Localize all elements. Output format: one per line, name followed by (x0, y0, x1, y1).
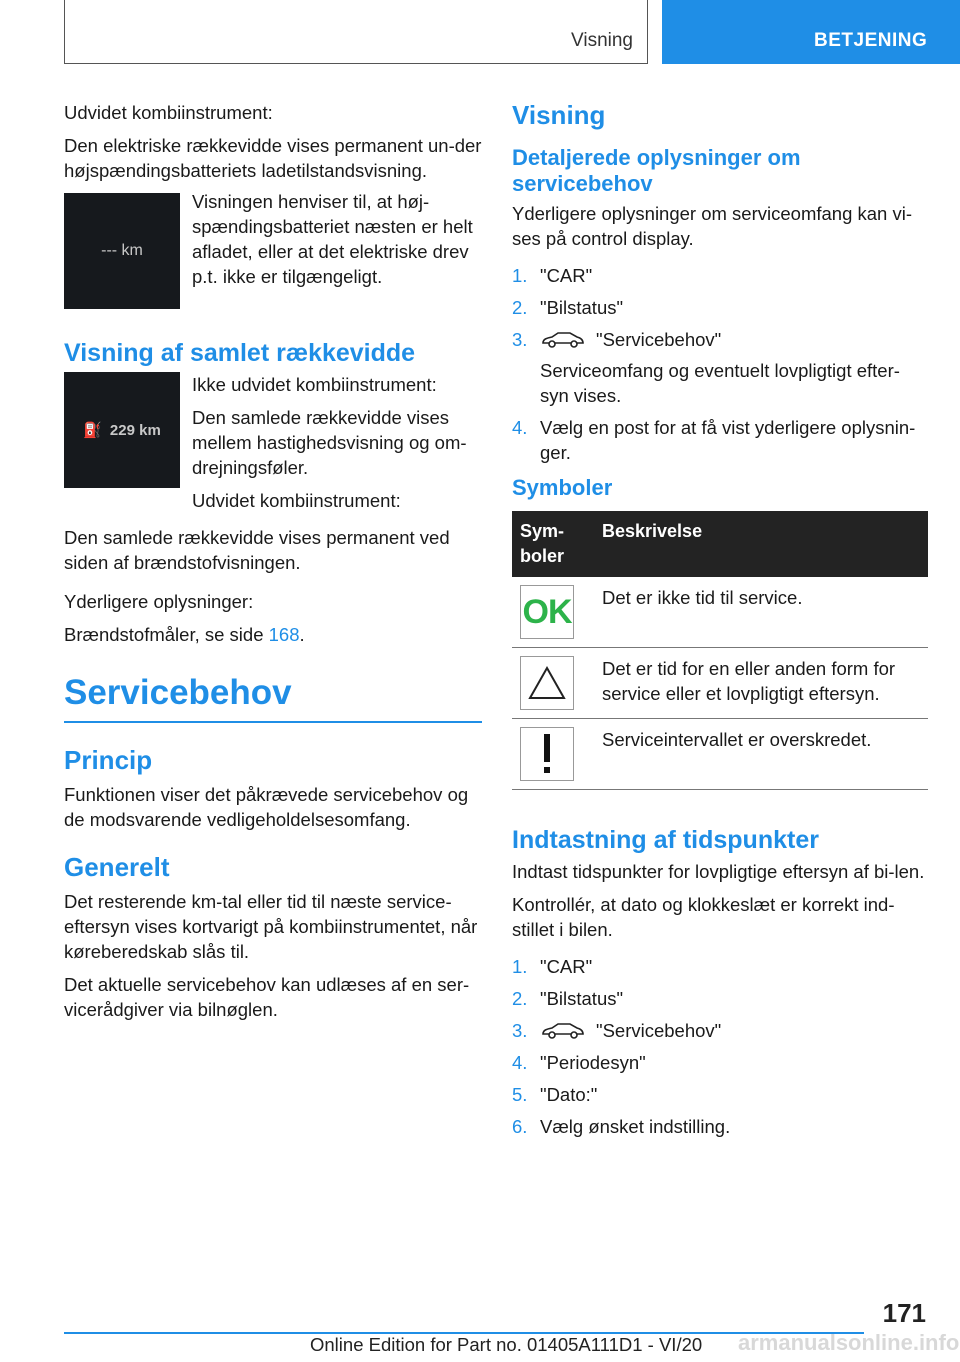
fuel-ref-text: Brændstofmåler, se side (64, 624, 269, 645)
step-number: 4. (512, 1052, 528, 1073)
fuel-pump-icon: ⛽ (83, 422, 102, 439)
step-number: 3. (512, 1020, 528, 1041)
total-range-figure (64, 372, 482, 521)
list-item (512, 263, 928, 288)
service-steps-list (512, 263, 928, 465)
ok-icon (520, 585, 574, 639)
left-column (64, 100, 482, 1030)
principle-text: Funktionen viser det påkrævede servicebehov og de modsvarende vedligeholdelsesomfang. (64, 784, 469, 830)
list-item (512, 1082, 928, 1107)
step-number: 1. (512, 956, 528, 977)
fuel-ref-end: . (299, 624, 305, 645)
dates-p1: Indtast tidspunkter for lovpligtige eftersyn af bi-len. (512, 861, 925, 882)
list-item (512, 1050, 928, 1075)
step-body (540, 1050, 928, 1075)
step-body (540, 954, 928, 979)
exclamation-icon (520, 727, 574, 781)
dates-heading: Indtastning af tidspunkter (512, 826, 819, 854)
step-body (540, 415, 928, 465)
step-text: "Dato:" (540, 1084, 598, 1105)
step-text: Vælg en post for at få vist yderligere oplysnin-ger. (540, 417, 916, 463)
step-body (540, 1018, 928, 1043)
general-p2: Det aktuelle servicebehov kan udlæses af en ser-vicerådgiver via bilnøglen. (64, 974, 470, 1020)
step-number: 5. (512, 1084, 528, 1105)
range-p3: Udvidet kombiinstrument: (192, 490, 401, 511)
range-empty-display-image (64, 193, 180, 309)
step-text: "CAR" (540, 265, 593, 286)
detail-text: Yderligere oplysninger om serviceomfang kan vi-ses på control display. (512, 203, 912, 249)
step-text: "Servicebehov" (596, 1020, 722, 1041)
total-range-heading: Visning af samlet rækkevidde (64, 339, 416, 367)
watermark-text: armanualsonline.info (738, 1330, 960, 1355)
dates-steps-list (512, 954, 928, 1139)
list-item (512, 415, 928, 465)
row-warning-description: Det er tid for en eller anden form for service eller et lovpligtigt eftersyn. (594, 648, 928, 719)
step-number: 2. (512, 297, 528, 318)
header-chapter-tab (662, 0, 960, 64)
step-text: "Servicebehov" (596, 329, 722, 350)
step-number: 3. (512, 329, 528, 350)
principle-heading: Princip (64, 745, 153, 775)
symbols-table-header (512, 511, 928, 577)
symbols-col-header: Sym-boler (512, 511, 594, 577)
fuel-page-link[interactable]: 168 (268, 624, 300, 645)
visning-heading: Visning (512, 100, 606, 130)
step-text: "Periodesyn" (540, 1052, 646, 1073)
step-text: Vælg ønsket indstilling. (540, 1116, 731, 1137)
step-text: "Bilstatus" (540, 988, 624, 1009)
step-subtext: Serviceomfang og eventuelt lovpligtigt efter-syn vises. (540, 360, 900, 406)
warning-triangle-icon (520, 656, 574, 710)
car-icon (540, 1021, 586, 1039)
row-overdue-description: Serviceintervallet er overskredet. (594, 719, 928, 790)
right-column (512, 100, 928, 1149)
detail-heading: Detaljerede oplysninger om servicebehov (512, 145, 801, 196)
table-row (512, 648, 928, 719)
list-item (512, 327, 928, 408)
step-body (540, 1114, 928, 1139)
more-info-label: Yderligere oplysninger: (64, 591, 254, 612)
step-body (540, 327, 928, 408)
intro-label: Udvidet kombiinstrument: (64, 102, 273, 123)
fuel-gauge-reference (64, 622, 482, 647)
description-col-header: Beskrivelse (594, 511, 928, 577)
ok-icon-label: OK (522, 592, 572, 631)
step-text: "Bilstatus" (540, 297, 624, 318)
general-p1: Det resterende km-tal eller tid til næste service-eftersyn vises kortvarigt på kombiinstrumentet, når køreberedskab slås til. (64, 891, 478, 962)
symbols-heading: Symboler (512, 475, 613, 500)
header-section-title: Visning (571, 30, 633, 51)
step-number: 6. (512, 1116, 528, 1137)
page-number: 171 (882, 1298, 926, 1328)
general-heading: Generelt (64, 852, 170, 882)
total-range-display-image (64, 372, 180, 488)
step-text: "CAR" (540, 956, 593, 977)
car-icon (540, 330, 586, 348)
list-item (512, 954, 928, 979)
row-ok-description: Det er ikke tid til service. (594, 577, 928, 648)
range-empty-display-text: --- km (101, 242, 143, 259)
header-section-box (64, 0, 648, 64)
table-row (512, 577, 928, 648)
symbols-table (512, 511, 928, 790)
header-chapter-title: BETJENING (814, 30, 928, 51)
step-number: 1. (512, 265, 528, 286)
step-number: 2. (512, 988, 528, 1009)
range-p1: Ikke udvidet kombiinstrument: (192, 374, 437, 395)
step-number: 4. (512, 417, 528, 438)
table-row (512, 719, 928, 790)
total-range-display-text: 229 km (109, 421, 161, 439)
step-body (540, 263, 928, 288)
intro-text: Den elektriske rækkevidde vises permanent un-der højspændingsbatteriets ladetilstandsvisning. (64, 135, 482, 181)
range-p2: Den samlede rækkevidde vises mellem hastighedsvisning og om-drejningsføler. (192, 407, 467, 478)
step-body (540, 1082, 928, 1107)
dates-p2: Kontrollér, at dato og klokkeslæt er korrekt ind-stillet i bilen. (512, 894, 895, 940)
list-item (512, 295, 928, 320)
step-body (540, 986, 928, 1011)
footer-edition: Online Edition for Part no. 01405A111D1 - VI/20 (310, 1334, 703, 1355)
range-empty-figure (64, 193, 482, 309)
step-body (540, 295, 928, 320)
list-item (512, 1018, 928, 1043)
service-heading: Servicebehov (64, 673, 482, 723)
list-item (512, 986, 928, 1011)
range-p4: Den samlede rækkevidde vises permanent ved siden af brændstofvisningen. (64, 527, 450, 573)
list-item (512, 1114, 928, 1139)
range-empty-caption: Visningen henviser til, at høj-spændingsbatteriet næsten er helt afladet, eller at det elektriske drev p.t. ikke er tilgængeligt. (192, 191, 473, 287)
